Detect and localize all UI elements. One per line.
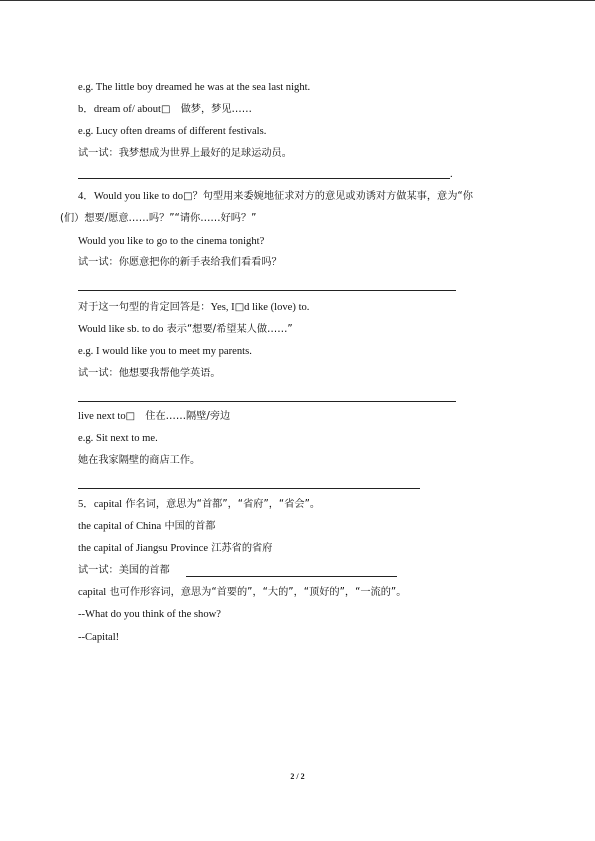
positive-answer-yes: Yes, I	[210, 302, 235, 313]
answer-line-2	[78, 290, 456, 291]
word-capital: capital	[78, 587, 107, 598]
answer-line-1-period: .	[450, 169, 453, 180]
placeholder-box: □	[125, 411, 136, 422]
item-live-next-to	[78, 410, 230, 424]
explanation-would-you-like-cont: (们）想要/愿意……吗？”“请你……好吗？”	[60, 213, 257, 224]
example-sentence-lucy: e.g. Lucy often dreams of different festivals.	[78, 126, 267, 137]
explanation-would-you-like: ？句型用来委婉地征求对方的意见或劝诱对方做某事，意为“你	[192, 191, 473, 202]
answer-line-5	[186, 576, 397, 577]
placeholder-box: □	[234, 302, 245, 313]
page-number: 2 / 2	[290, 772, 305, 781]
placeholder-box: □	[160, 104, 171, 115]
capital-of-jiangsu-line	[78, 542, 272, 556]
exercise-new-watch: 试一试：你愿意把你的新手表给我们看看吗？	[78, 257, 282, 268]
answer-line-3	[78, 401, 456, 402]
meaning-capital-noun: 作名词，意思为“首都”，“省府”，“省会”。	[122, 499, 321, 510]
placeholder-box: □	[183, 191, 193, 202]
phrase-capital-of-jiangsu: the capital of Jiangsu Province	[78, 543, 209, 554]
example-parents: e.g. I would like you to meet my parents.	[78, 346, 252, 357]
would-like-sb-line	[78, 323, 293, 337]
phrase-would-like-sb: Would like sb. to do	[78, 324, 164, 335]
meaning-capital-adjective: 也可作形容词，意思为“首要的”，“大的”，“顶好的”，“一流的”。	[106, 587, 407, 598]
exercise-shop-next-door: 她在我家隔壁的商店工作。	[78, 455, 201, 466]
exercise-us-capital: 试一试：美国的首都	[78, 565, 170, 576]
item-capital-noun	[78, 498, 320, 512]
page-top-border	[0, 0, 595, 1]
dialogue-answer: --Capital!	[78, 632, 120, 643]
phrase-capital-of-china: the capital of China	[78, 521, 162, 532]
meaning-capital-of-jiangsu: 江苏省的省府	[208, 543, 273, 554]
heading-would-you-like: 4．Would you like to do	[78, 191, 184, 202]
dialogue-question: --What do you think of the show?	[78, 609, 221, 620]
meaning-would-like-sb: 表示“想要/希望某人做……”	[163, 324, 293, 335]
capital-of-china-line	[78, 520, 215, 534]
phrase-live-next-to: live next to	[78, 411, 126, 422]
answer-line-1	[78, 178, 450, 179]
heading-capital: 5．capital	[78, 499, 123, 510]
phrase-dream-of-about: b．dream of/ about	[78, 104, 161, 115]
answer-line-4	[78, 488, 420, 489]
positive-answer-label: 对于这一句型的肯定回答是：	[78, 302, 211, 313]
example-cinema: Would you like to go to the cinema tonight?	[78, 236, 265, 247]
example-sentence-dream: e.g. The little boy dreamed he was at the sea last night.	[78, 82, 311, 93]
example-sit-next-to: e.g. Sit next to me.	[78, 433, 158, 444]
item-dream-of-about	[78, 103, 252, 117]
positive-answer-rest: d like (love) to.	[244, 302, 310, 313]
item-capital-adjective	[78, 586, 406, 600]
item-would-you-like	[78, 190, 473, 204]
meaning-capital-of-china: 中国的首都	[161, 521, 216, 532]
meaning-dream: 做梦，梦见……	[170, 104, 252, 115]
exercise-football-player: 试一试：我梦想成为世界上最好的足球运动员。	[78, 148, 292, 159]
positive-answer-line	[78, 301, 309, 315]
meaning-live-next-to: 住在……隔壁/旁边	[135, 411, 231, 422]
exercise-learn-english: 试一试：他想要我帮他学英语。	[78, 368, 221, 379]
